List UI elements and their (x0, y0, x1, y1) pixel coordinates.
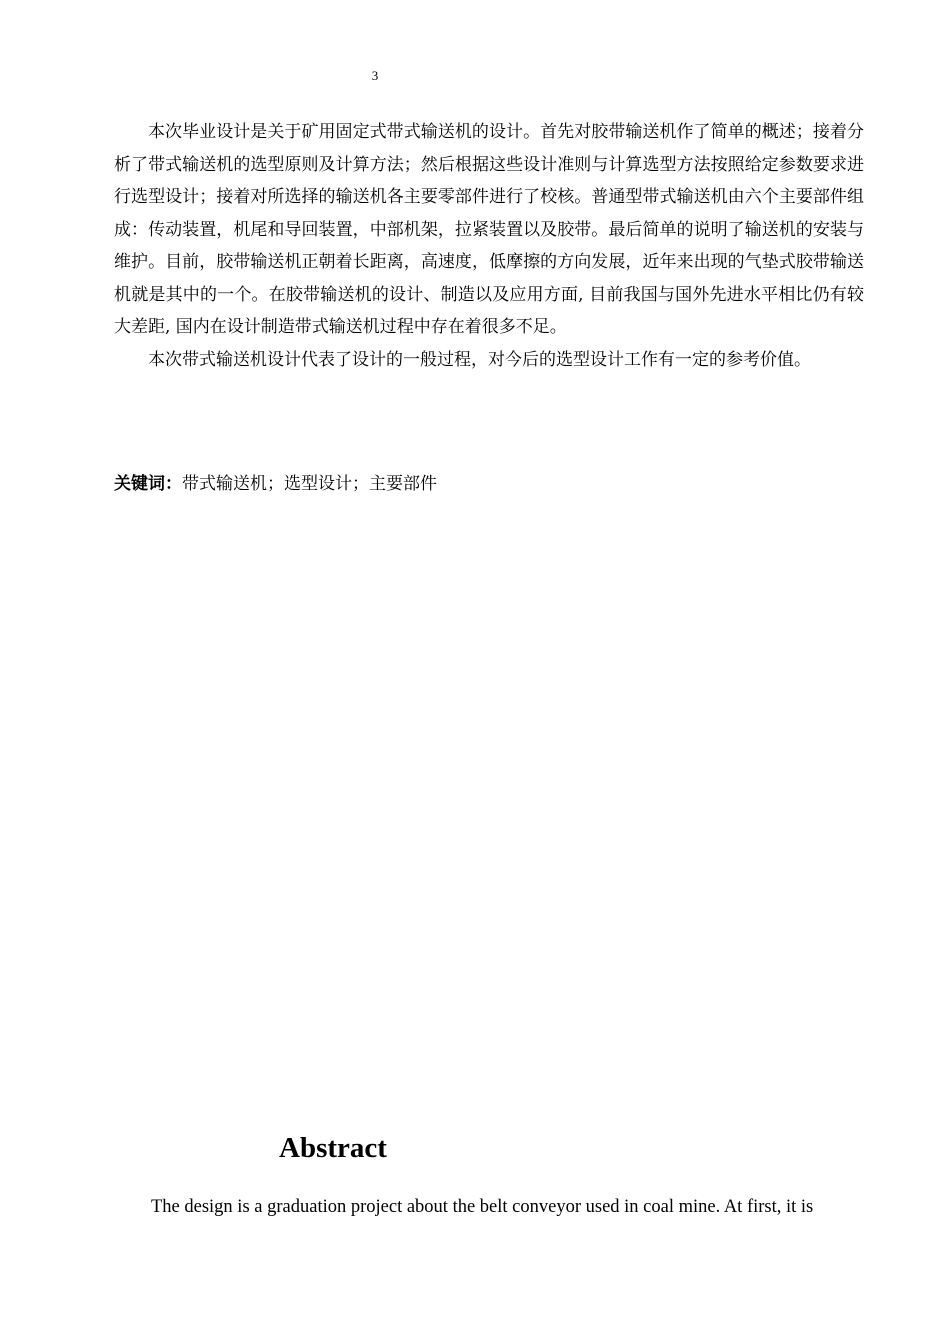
page-number: 3 (371, 68, 379, 83)
chinese-abstract-paragraph-1: 本次毕业设计是关于矿用固定式带式输送机的设计。首先对胶带输送机作了简单的概述；接着分析了带式输送机的选型原则及计算方法；然后根据这些设计准则与计算选型方法按照给定参数要求进行选型设计；接着对所选择的输送机各主要零部件进行了校核。普通型带式输送机由六个主要部件组成：传动装置，机尾和导回装置，中部机架，拉紧装置以及胶带。最后简单的说明了输送机的安装与维护。目前，胶带输送机正朝着长距离，高速度，低摩擦的方向发展，近年来出现的气垫式胶带输送机就是其中的一个。在胶带输送机的设计、制造以及应用方面, 目前我国与国外先进水平相比仍有较大差距, 国内在设计制造带式输送机过程中存在着很多不足。 (114, 122, 864, 337)
chinese-abstract-body (114, 116, 864, 376)
abstract-title: Abstract (279, 1132, 387, 1164)
keywords-line (114, 468, 864, 500)
chinese-abstract-paragraph-2: 本次带式输送机设计代表了设计的一般过程，对今后的选型设计工作有一定的参考价值。 (148, 349, 811, 370)
keywords-label: 关键词： (114, 474, 182, 494)
english-abstract-first-line: The design is a graduation project about the belt conveyor used in coal mine. At first, it is (151, 1197, 814, 1217)
keywords-text: 带式输送机；选型设计；主要部件 (182, 474, 437, 494)
